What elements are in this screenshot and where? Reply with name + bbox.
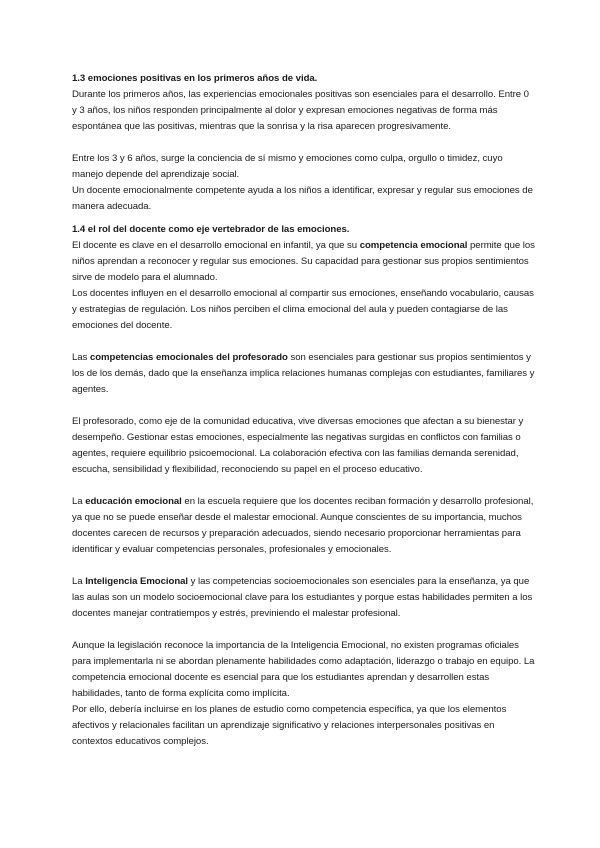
paragraph: Por ello, debería incluirse en los planes de estudio como competencia específica, ya que los elementos afectivos y relacionales facilitan un aprendizaje significativo y relaciones interpersonales positivas en contextos educativos complejos. <box>72 704 507 747</box>
paragraph: Los docentes influyen en el desarrollo emocional al compartir sus emociones, enseñando vocabulario, causas y estrategias de regulación. Los niños perciben el clima emocional del aula y pueden contagiarse de las emociones del docente. <box>72 288 534 331</box>
paragraph: Entre los 3 y 6 años, surge la conciencia de sí mismo y emociones como culpa, orgullo o timidez, cuyo manejo depende del aprendizaje social. <box>72 153 503 180</box>
section-heading-1-3: 1.3 emociones positivas en los primeros años de vida. <box>72 73 318 84</box>
paragraph: El docente es clave en el desarrollo emocional en infantil, ya que su competencia emocional permite que los niños aprendan a reconocer y regular sus emociones. Su capacidad para gestionar sus propios sentimientos sirve de modelo para el alumnado. <box>72 240 535 283</box>
paragraph: El profesorado, como eje de la comunidad educativa, vive diversas emociones que afectan a su bienestar y desempeño. Gestionar estas emociones, especialmente las negativas surgidas en conflictos con familias o agentes, requiere equilibrio psicoemocional. La colaboración efectiva con las familias demanda serenidad, escucha, sensibilidad y flexibilidad, reconociendo su papel en el proceso educativo. <box>72 416 524 475</box>
bold-term: competencias emocionales del profesorado <box>89 352 288 363</box>
bold-term: competencia emocional <box>359 240 468 251</box>
section-heading-1-4: 1.4 el rol del docente como eje vertebrador de las emociones. <box>72 224 350 235</box>
paragraph: La Inteligencia Emocional y las competencias socioemocionales son esenciales para la enseñanza, ya que las aulas son un modelo socioemocional clave para los estudiantes y porque estas habilidades permiten a los docentes manejar contratiempos y estrés, previniendo el malestar profesional. <box>72 576 533 619</box>
paragraph: La educación emocional en la escuela requiere que los docentes reciban formación y desarrollo profesional, ya que no se puede enseñar desde el malestar emocional. Aunque conscientes de su importancia, muchos docentes carecen de recursos y preparación adecuados, siendo necesario proporcionar herramientas para identificar y evaluar competencias personales, profesionales y emocionales. <box>72 496 534 555</box>
bold-term: Inteligencia Emocional <box>85 576 189 587</box>
paragraph: Aunque la legislación reconoce la importancia de la Inteligencia Emocional, no existen programas oficiales para implementarla ni se abordan plenamente habilidades como adaptación, liderazgo o trabajo en equipo. La competencia emocional docente es esencial para que los estudiantes aprendan y desarrollen estas habilidades, tanto de forma explícita como implícita. <box>72 640 535 699</box>
paragraph: Durante los primeros años, las experiencias emocionales positivas son esenciales para el desarrollo. Entre 0 y 3 años, los niños responden principalmente al dolor y expresan emociones negativas de forma más espontánea que las positivas, mientras que la sonrisa y la risa aparecen progresivamente. <box>72 89 529 132</box>
paragraph: Las competencias emocionales del profesorado son esenciales para gestionar sus propios sentimientos y los de los demás, dado que la enseñanza implica relaciones humanas complejas con estudiantes, familiares y agentes. <box>72 352 535 395</box>
paragraph: Un docente emocionalmente competente ayuda a los niños a identificar, expresar y regular sus emociones de manera adecuada. <box>72 185 533 212</box>
bold-term: educación emocional <box>85 496 182 507</box>
